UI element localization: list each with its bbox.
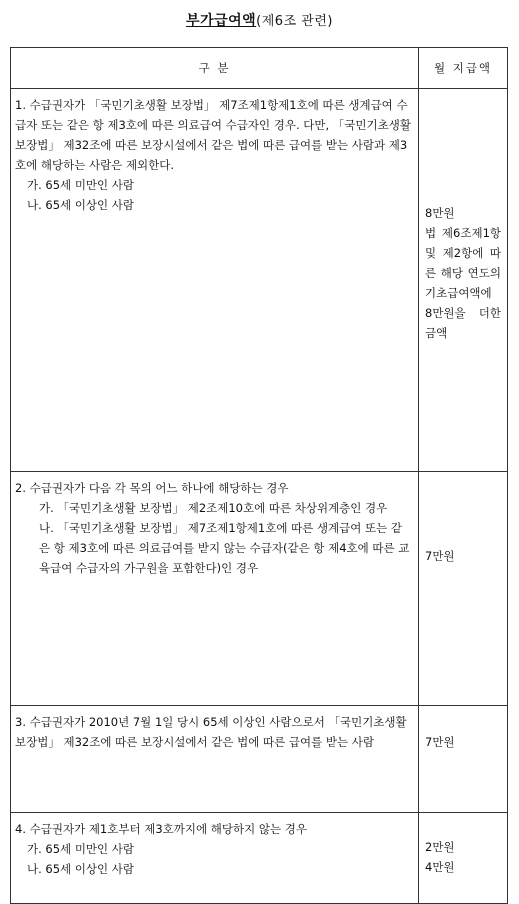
category-cell	[11, 89, 419, 472]
document-title	[0, 10, 519, 30]
sub-item-text: 나. 65세 이상인 사람	[27, 198, 135, 212]
amount-cell	[419, 472, 508, 706]
amount-cell	[419, 813, 508, 904]
item-text: 4. 수급권자가 제1호부터 제3호까지에 해당하지 않는 경우	[15, 822, 307, 836]
table-row	[11, 472, 508, 706]
title-main: 부가급여액	[186, 13, 257, 29]
item-text: 2. 수급권자가 다음 각 목의 어느 하나에 해당하는 경우	[15, 481, 289, 495]
amount-cell	[419, 89, 508, 472]
amount-cell	[419, 706, 508, 813]
category-cell	[11, 472, 419, 706]
header-category: 구 분	[11, 48, 419, 89]
sub-item-text: 나. 「국민기초생활 보장법」 제7조제1항제1호에 따른 생계급여 또는 같은 항 제3호에 따른 의료급여를 받지 않는 수급자(같은 항 제4호에 따른 교육급여 수급자의 가구원을 포함한다)인 경우	[39, 521, 410, 575]
table-header-row	[11, 48, 508, 89]
amount-text: 4만원	[425, 860, 455, 874]
table-row	[11, 706, 508, 813]
table-row	[11, 89, 508, 472]
sub-item-text: 가. 65세 미만인 사람	[27, 178, 135, 192]
amount-text: 8만원	[425, 206, 455, 220]
category-cell	[11, 706, 419, 813]
sub-item-text: 가. 「국민기초생활 보장법」 제2조제10호에 따른 차상위계층인 경우	[39, 501, 388, 515]
title-reference: (제6조 관련)	[256, 14, 333, 29]
item-text: 1. 수급권자가 「국민기초생활 보장법」 제7조제1항제1호에 따른 생계급여 수급자 또는 같은 항 제3호에 따른 의료급여 수급자인 경우. 다만, 「국민기초생활 보장법」 제32조에 따른 보장시설에서 같은 법에 따른 급여를 받는 사람과 제3호에 해당하는 사람은 제외한다.	[15, 98, 411, 172]
item-text: 3. 수급권자가 2010년 7월 1일 당시 65세 이상인 사람으로서 「국민기초생활 보장법」 제32조에 따른 보장시설에서 같은 법에 따른 급여를 받는 사람	[15, 715, 407, 749]
header-monthly-amount: 월 지급액	[419, 48, 508, 89]
amount-text: 7만원	[425, 735, 455, 749]
amount-text: 법 제6조제1항 및 제2항에 따른 해당 연도의 기초급여액에 8만원을 더한 금액	[425, 226, 501, 340]
sub-item-text: 나. 65세 이상인 사람	[27, 862, 135, 876]
sub-item-text: 가. 65세 미만인 사람	[27, 842, 135, 856]
category-cell	[11, 813, 419, 904]
amount-text: 2만원	[425, 840, 455, 854]
benefit-table	[10, 47, 508, 904]
table-row	[11, 813, 508, 904]
amount-text: 7만원	[425, 549, 455, 563]
